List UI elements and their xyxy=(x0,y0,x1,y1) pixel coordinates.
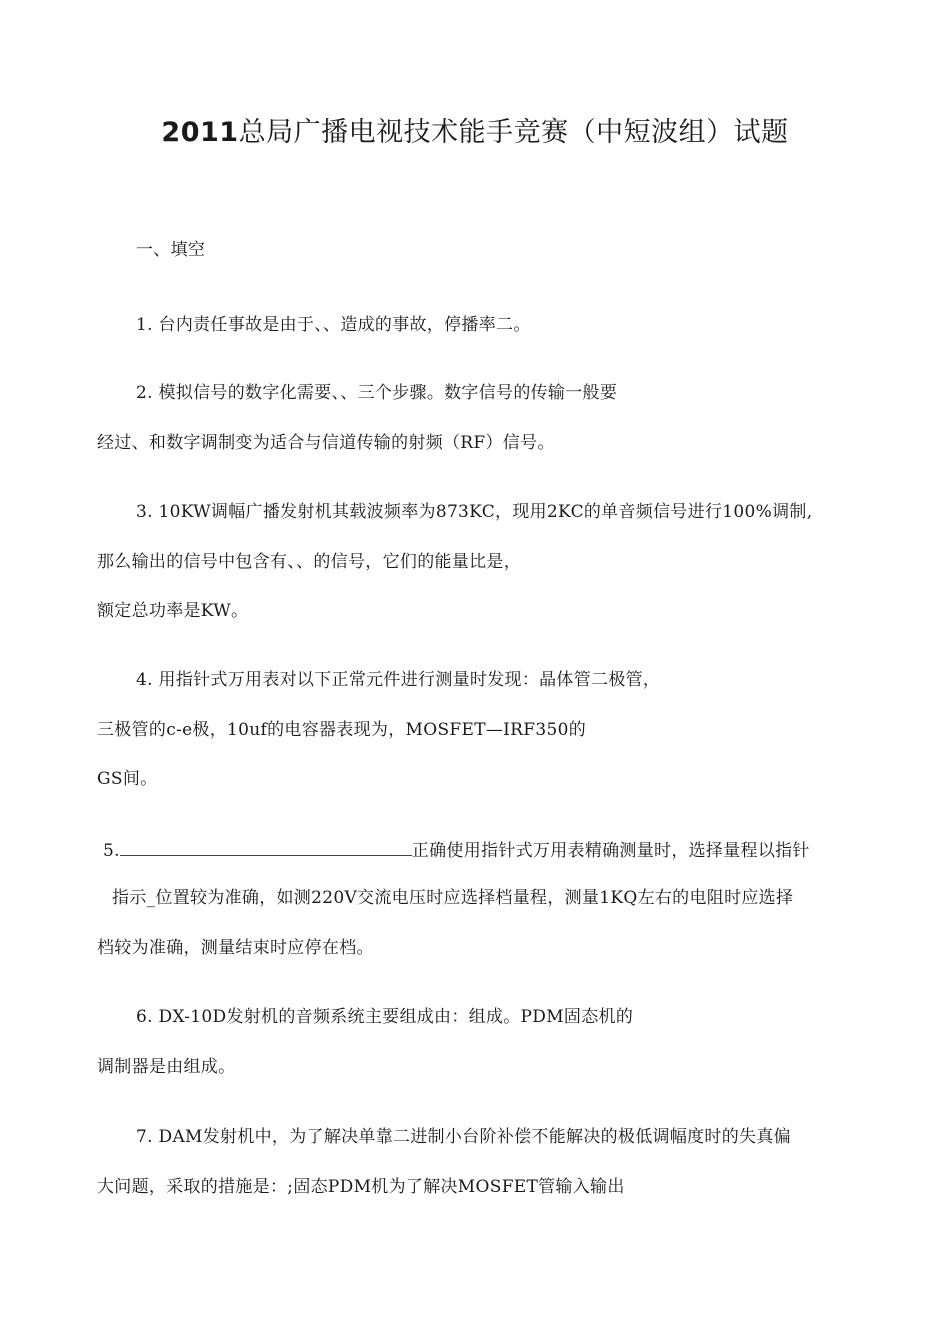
question-1: 1. 台内责任事故是由于、、造成的事故，停播率二。 xyxy=(136,315,531,335)
question-3-line-2: 那么输出的信号中包含有、、的信号，它们的能量比是， xyxy=(97,552,521,572)
question-6-line-2: 调制器是由组成。 xyxy=(97,1057,236,1077)
question-7-line-2: 大问题，采取的措施是：;固态PDM机为了解决MOSFET管输入输出 xyxy=(97,1177,625,1197)
question-4-line-1: 4. 用指针式万用表对以下正常元件进行测量时发现：晶体管二极管， xyxy=(136,670,661,690)
title-year: 2011 xyxy=(161,117,239,148)
question-5-line-1 xyxy=(103,837,810,863)
question-2-line-2: 经过、和数字调制变为适合与信道传输的射频（RF）信号。 xyxy=(97,433,555,453)
question-5-line-2: 指示_位置较为准确，如测220V交流电压时应选择档量程，测量1KQ左右的电阻时应选择 xyxy=(112,888,794,908)
question-6-line-1: 6. DX-10D发射机的音频系统主要组成由：组成。PDM固态机的 xyxy=(136,1007,634,1027)
question-3-line-3: 额定总功率是KW。 xyxy=(97,601,249,621)
question-5-text: 正确使用指针式万用表精确测量时，选择量程以指针 xyxy=(411,841,810,861)
question-2-line-1: 2. 模拟信号的数字化需要、、三个步骤。数字信号的传输一般要 xyxy=(136,383,618,403)
question-4-line-2: 三极管的c-e极，10uf的电容器表现为，MOSFET—IRF350的 xyxy=(97,720,586,740)
answer-blank xyxy=(120,837,412,856)
question-5-line-3: 档较为准确，测量结束时应停在档。 xyxy=(97,938,374,958)
page-title xyxy=(0,110,950,149)
question-4-line-3: GS间。 xyxy=(97,769,158,789)
title-text: 总局广播电视技术能手竞赛（中短波组）试题 xyxy=(238,117,789,148)
section-heading: 一、填空 xyxy=(136,240,206,260)
question-7-line-1: 7. DAM发射机中，为了解决单靠二进制小台阶补偿不能解决的极低调幅度时的失真偏 xyxy=(136,1127,791,1147)
question-3-line-1: 3. 10KW调幅广播发射机其载波频率为873KC，现用2KC的单音频信号进行100%调制, xyxy=(136,502,813,522)
question-5-number: 5. xyxy=(103,841,120,861)
